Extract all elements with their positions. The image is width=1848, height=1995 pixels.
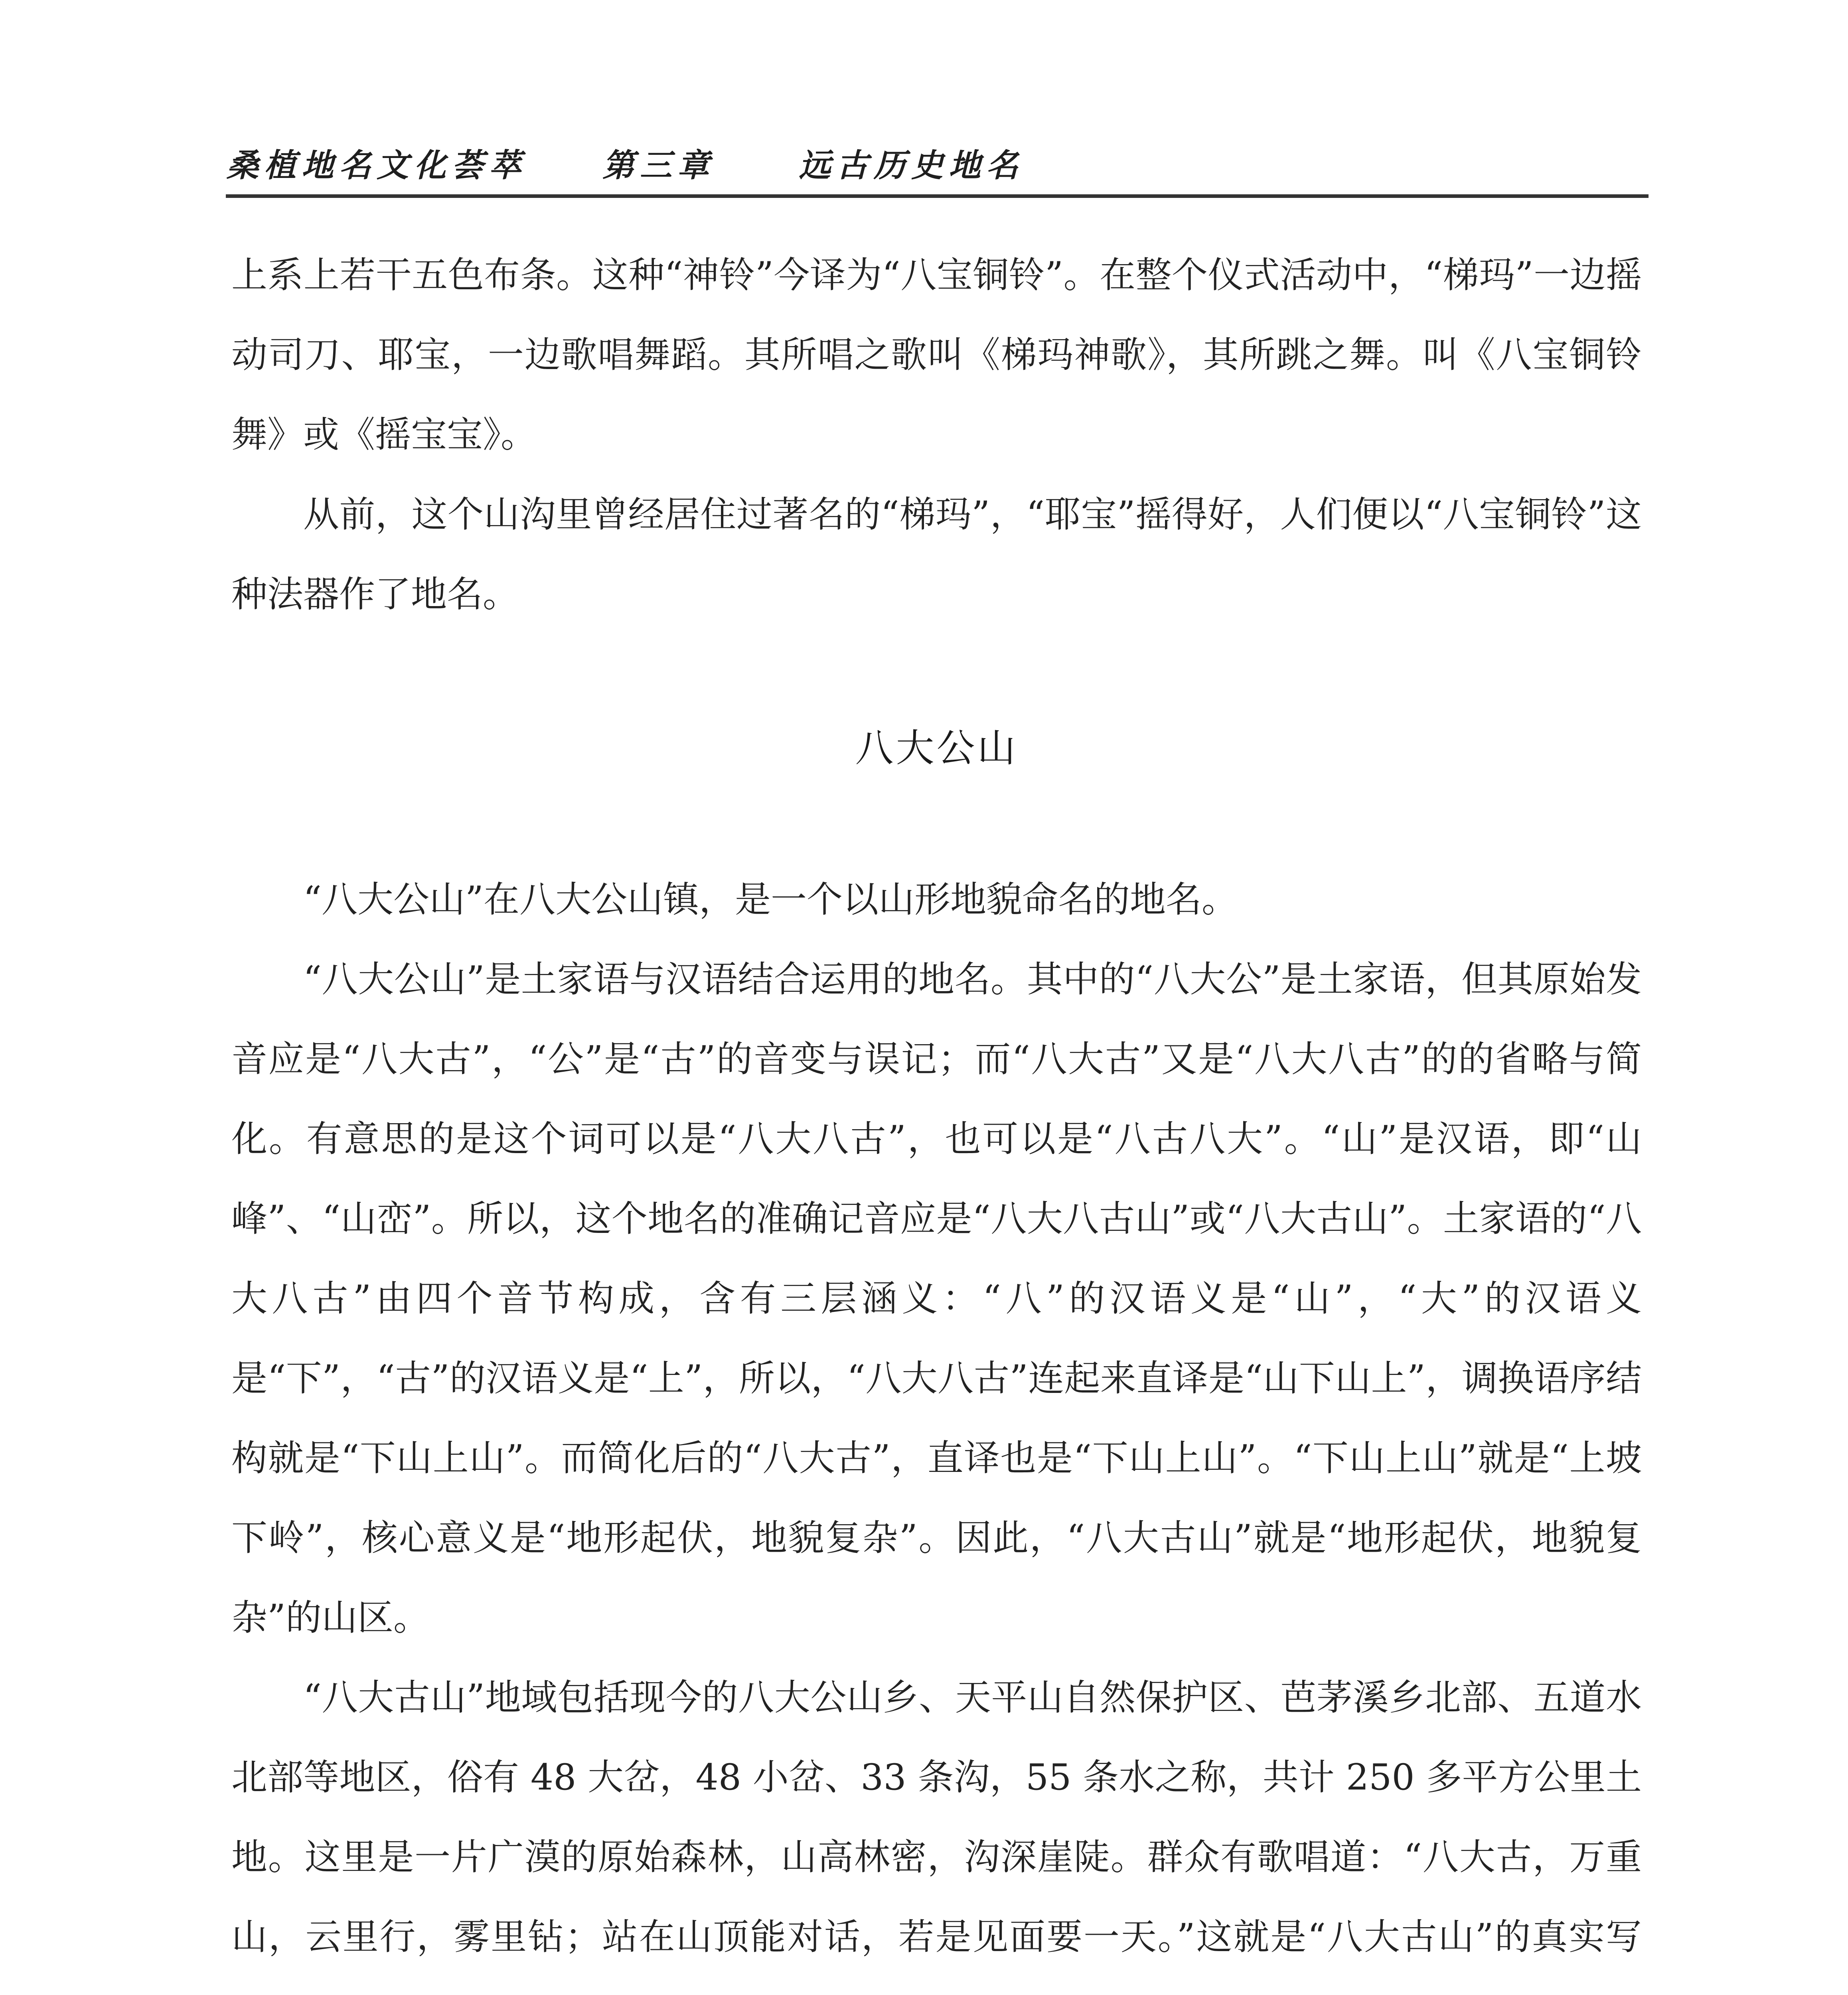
paragraph: “八大古山”地域包括现今的八大公山乡、天平山自然保护区、芭茅溪乡北部、五道水北部等地区，俗有 48 大岔，48 小岔、33 条沟，55 条水之称，共计 250 多平方公里土地。这里是一片广漠的原始森林，山高林密，沟深崖陡。群众有歌唱道：“八大古，万重山，云里行，雾里钻；站在山顶能对话，若是见面要一天。”这就是“八大古山”的真实写: [231, 1677, 1642, 1958]
header-book-title: 桑植地名文化荟萃: [227, 147, 527, 184]
header-chapter-number: 第三章: [602, 147, 715, 184]
paragraph: 从前，这个山沟里曾经居住过著名的“梯玛”，“耶宝”摇得好，人们便以“八宝铜铃”这种法器作了地名。: [231, 494, 1642, 615]
section-title: 八大公山: [855, 726, 1018, 770]
continued-paragraph: 上系上若干五色布条。这种“神铃”今译为“八宝铜铃”。在整个仪式活动中，“梯玛”一边摇动司刀、耶宝，一边歌唱舞蹈。其所唱之歌叫《梯玛神歌》，其所跳之舞。叫《八宝铜铃舞》或《摇宝宝》。: [231, 254, 1642, 456]
running-header: [227, 142, 1647, 186]
paragraph: “八大公山”是土家语与汉语结合运用的地名。其中的“八大公”是土家语，但其原始发音应是“八大古”，“公”是“古”的音变与误记；而“八大古”又是“八大八古”的的省略与简化。有意思的是这个词可以是“八大八古”，也可以是“八古八大”。“山”是汉语，即“山峰”、“山峦”。所以，这个地名的准确记音应是“八大八古山”或“八大古山”。土家语的“八大八古”由四个音节构成，含有三层涵义：“八”的汉语义是“山”，“大”的汉语义是“下”，“古”的汉语义是“上”，所以，“八大八古”连起来直译是“山下山上”，调换语序结构就是“下山上山”。而简化后的“八大古”，直译也是“下山上山”。“下山上山”就是“上坡下岭”，核心意义是“地形起伏，地貌复杂”。因此，“八大古山”就是“地形起伏，地貌复杂”的山区。: [231, 958, 1642, 1639]
header-chapter-title: 远古历史地名: [799, 147, 1024, 184]
header-divider: [226, 194, 1649, 198]
body-text: [231, 235, 1642, 1995]
paragraph: “八大公山”在八大公山镇，是一个以山形地貌命名的地名。: [303, 879, 1238, 920]
